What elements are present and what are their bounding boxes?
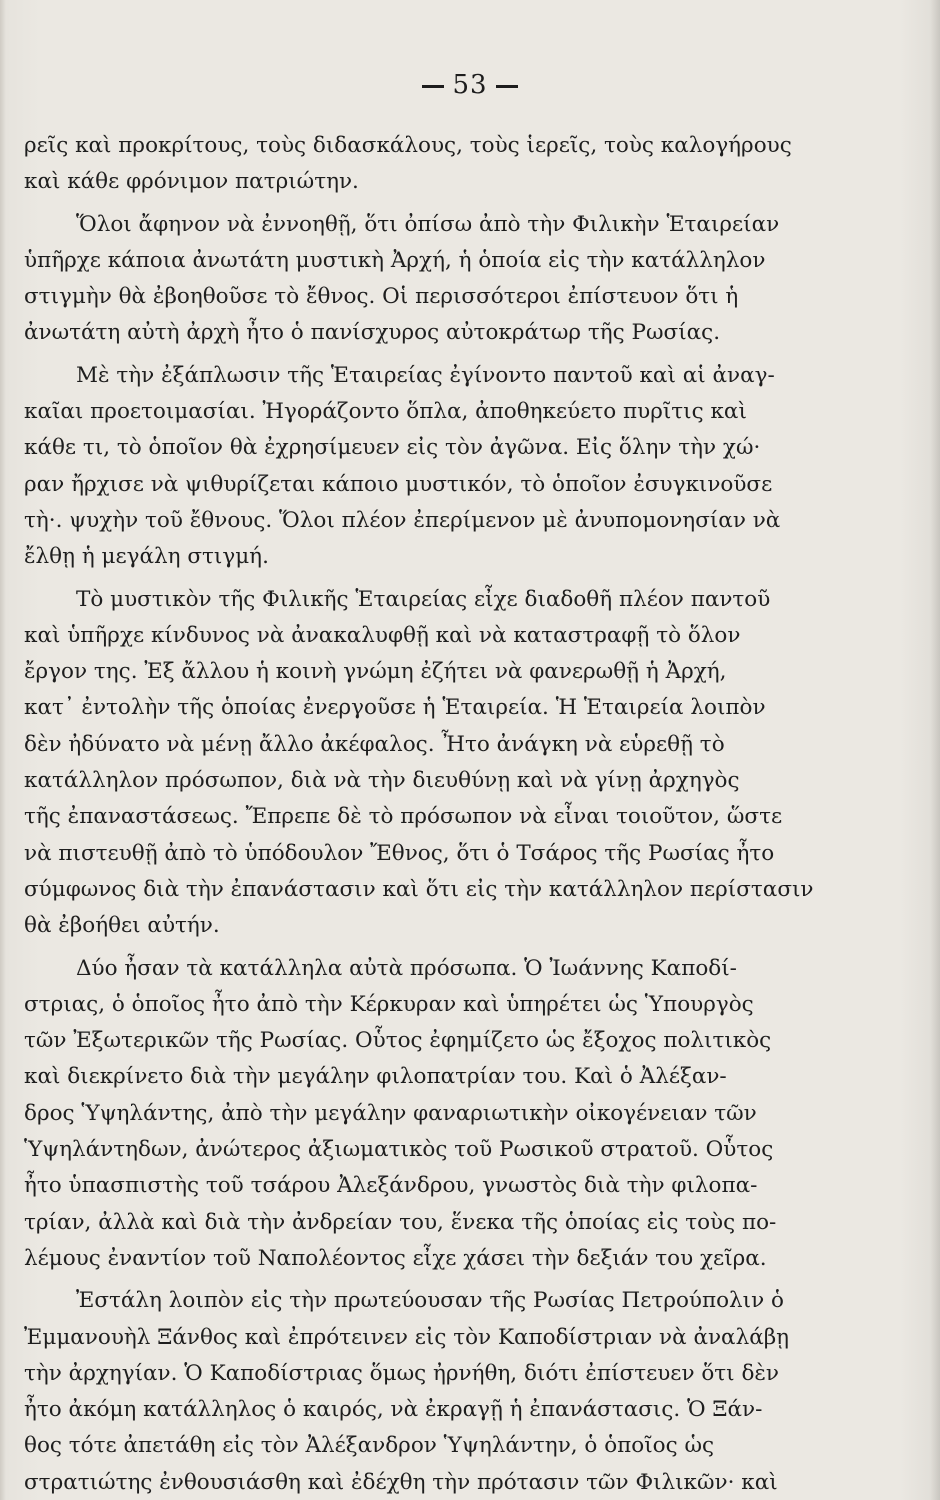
text-line: ἔργον της. Ἐξ ἄλλου ἡ κοινὴ γνώμη ἐζήτει νὰ φανερωθῇ ἡ Ἀρχή, bbox=[24, 659, 727, 685]
paragraph-3 bbox=[24, 358, 812, 576]
text-line: ραν ἤρχισε νὰ ψιθυρίζεται κάποιο μυστικόν, τὸ ὁποῖον ἐσυγκινοῦσε bbox=[24, 471, 773, 497]
text-line: θος τότε ἀπετάθη εἰς τὸν Ἀλέξανδρον Ὑψηλάντην, ὁ ὁποῖος ὡς bbox=[24, 1433, 715, 1459]
text-line: Ὑψηλάντηδων, ἀνώτερος ἀξιωματικὸς τοῦ Ρωσικοῦ στρατοῦ. Οὗτος bbox=[24, 1137, 774, 1163]
text-line: νὰ πιστευθῇ ἀπὸ τὸ ὑπόδουλον Ἔθνος, ὅτι ὁ Τσάρος τῆς Ρωσίας ἦτο bbox=[24, 840, 775, 866]
text-line: καὶ κάθε φρόνιμον πατριώτην. bbox=[24, 169, 359, 195]
paragraph-2 bbox=[24, 207, 812, 352]
text-line: ἦτο ὑπασπιστὴς τοῦ τσάρου Ἀλεξάνδρου, γνωστὸς διὰ τὴν φιλοπα- bbox=[24, 1173, 758, 1199]
text-line: δρος Ὑψηλάντης, ἀπὸ τὴν μεγάλην φαναριωτικὴν οἰκογένειαν τῶν bbox=[24, 1100, 757, 1126]
text-line: Ὅλοι ἄφηνον νὰ ἐννοηθῇ, ὅτι ὀπίσω ἀπὸ τὴν Φιλικὴν Ἑταιρείαν bbox=[76, 211, 780, 237]
text-line: ὑπῆρχε κάποια ἀνωτάτη μυστικὴ Ἀρχή, ἡ ὁποία εἰς τὴν κατάλληλον bbox=[24, 247, 766, 273]
text-line: Δύο ἦσαν τὰ κατάλληλα αὐτὰ πρόσωπα. Ὁ Ἰωάννης Καποδί- bbox=[76, 955, 737, 981]
text-line: στριας, ὁ ὁποῖος ἦτο ἀπὸ τὴν Κέρκυραν καὶ ὑπηρέτει ὡς Ὑπουργὸς bbox=[24, 991, 754, 1017]
text-line: Ἐμμανουὴλ Ξάνθος καὶ ἐπρότεινεν εἰς τὸν Καποδίστριαν νὰ ἀναλάβῃ bbox=[24, 1324, 790, 1350]
paragraph-5 bbox=[24, 951, 812, 1278]
text-line: ἦτο ἀκόμη κατάλληλος ὁ καιρός, νὰ ἐκραγῇ ἡ ἐπανάστασις. Ὁ Ξάν- bbox=[24, 1397, 763, 1423]
paragraph-4 bbox=[24, 582, 812, 945]
text-line: στιγμὴν θὰ ἐβοηθοῦσε τὸ ἔθνος. Οἱ περισσότεροι ἐπίστευον ὅτι ἡ bbox=[24, 284, 739, 310]
paragraph-1 bbox=[24, 128, 812, 201]
text-line: τρίαν, ἀλλὰ καὶ διὰ τὴν ἀνδρείαν του, ἕνεκα τῆς ὁποίας εἰς τοὺς πο- bbox=[24, 1209, 777, 1235]
page-number-text: 53 bbox=[452, 70, 488, 100]
text-line: κατάλληλον πρόσωπον, διὰ νὰ τὴν διευθύνῃ καὶ νὰ γίνῃ ἀρχηγὸς bbox=[24, 768, 740, 794]
text-line: τὴ·. ψυχὴν τοῦ ἔθνους. Ὅλοι πλέον ἐπερίμενον μὲ ἀνυπομονησίαν νὰ bbox=[24, 507, 781, 533]
text-line: καὶ ὑπῆρχε κίνδυνος νὰ ἀνακαλυφθῇ καὶ νὰ καταστραφῇ τὸ ὅλον bbox=[24, 622, 741, 648]
text-line: στρατιώτης ἐνθουσιάσθη καὶ ἐδέχθη τὴν πρότασιν τῶν Φιλικῶν· καὶ bbox=[24, 1469, 778, 1495]
dash-right bbox=[496, 85, 518, 88]
text-line: κατ᾿ ἐντολὴν τῆς ὁποίας ἐνεργοῦσε ἡ Ἑταιρεία. Ἡ Ἑταιρεία λοιπὸν bbox=[24, 695, 766, 721]
text-line: Μὲ τὴν ἐξάπλωσιν τῆς Ἑταιρείας ἐγίνοντο παντοῦ καὶ αἱ ἀναγ- bbox=[76, 362, 775, 388]
text-line: κάθε τι, τὸ ὁποῖον θὰ ἐχρησίμευεν εἰς τὸν ἀγῶνα. Εἰς ὅλην τὴν χώ· bbox=[24, 435, 761, 461]
text-line: ἀνωτάτη αὐτὴ ἀρχὴ ἦτο ὁ πανίσχυρος αὐτοκράτωρ τῆς Ρωσίας. bbox=[24, 320, 721, 346]
text-line: σύμφωνος διὰ τὴν ἐπανάστασιν καὶ ὅτι εἰς τὴν κατάλληλον περίστασιν bbox=[24, 876, 814, 902]
text-line: Ἐστάλη λοιπὸν εἰς τὴν πρωτεύουσαν τῆς Ρωσίας Πετρούπολιν ὁ bbox=[76, 1288, 784, 1314]
dash-left bbox=[422, 85, 444, 88]
page-number bbox=[0, 70, 940, 100]
text-line: Τὸ μυστικὸν τῆς Φιλικῆς Ἑταιρείας εἶχε διαδοθῆ πλέον παντοῦ bbox=[76, 586, 771, 612]
text-line: καὶ διεκρίνετο διὰ τὴν μεγάλην φιλοπατρίαν του. Καὶ ὁ Ἀλέξαν- bbox=[24, 1064, 727, 1090]
text-line: τῶν Ἐξωτερικῶν τῆς Ρωσίας. Οὗτος ἐφημίζετο ὡς ἔξοχος πολιτικὸς bbox=[24, 1028, 772, 1054]
text-line: θὰ ἐβοήθει αὐτήν. bbox=[24, 913, 220, 939]
text-line: ἔλθῃ ἡ μεγάλη στιγμή. bbox=[24, 544, 269, 570]
text-line: τῆς ἐπαναστάσεως. Ἔπρεπε δὲ τὸ πρόσωπον νὰ εἶναι τοιοῦτον, ὥστε bbox=[24, 804, 783, 830]
text-line: ρεῖς καὶ προκρίτους, τοὺς διδασκάλους, τοὺς ἱερεῖς, τοὺς καλογήρους bbox=[24, 133, 792, 158]
text-line: λέμους ἐναντίον τοῦ Ναπολέοντος εἶχε χάσει τὴν δεξιάν του χεῖρα. bbox=[24, 1245, 767, 1271]
body-text bbox=[24, 128, 812, 1500]
text-line: καῖαι προετοιμασίαι. Ἠγοράζοντο ὅπλα, ἀποθηκεύετο πυρῖτις καὶ bbox=[24, 399, 747, 425]
text-line: τὴν ἀρχηγίαν. Ὁ Καποδίστριας ὅμως ἠρνήθη, διότι ἐπίστευεν ὅτι δὲν bbox=[24, 1360, 779, 1386]
text-line: δὲν ἠδύνατο νὰ μένῃ ἄλλο ἀκέφαλος. Ἦτο ἀνάγκη νὰ εὑρεθῇ τὸ bbox=[24, 731, 725, 757]
paragraph-6 bbox=[24, 1283, 812, 1500]
